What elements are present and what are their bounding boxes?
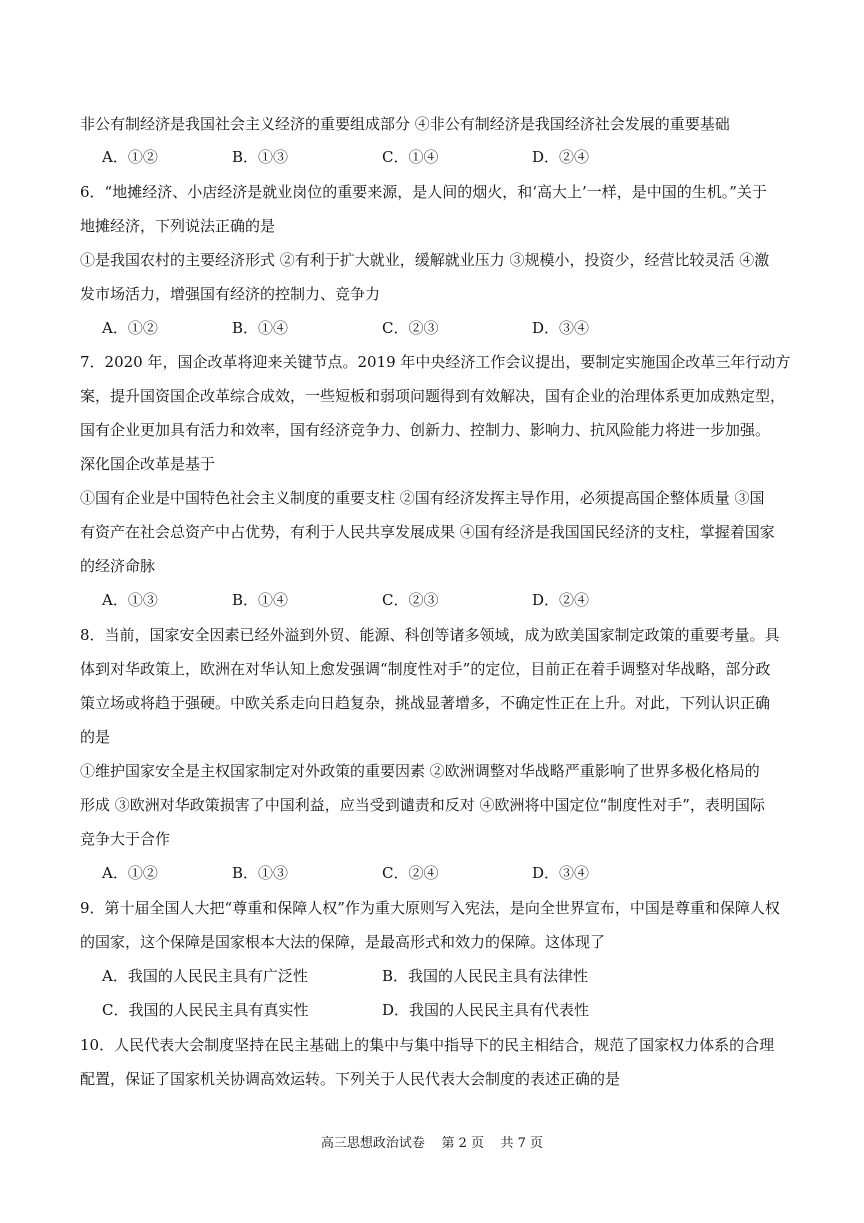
q7-statement-line: 有资产在社会总资产中占优势，有利于人民共享发展成果 ④国有经济是我国国民经济的支柱，掌握着国家 <box>80 523 775 541</box>
q7-stem-line: 7．2020 年，国企改革将迎来关键节点。2019 年中央经济工作会议提出，要制定实施国企改革三年行动方 <box>80 353 791 371</box>
q9-option-b: B．我国的人民民主具有法律性 <box>382 967 589 985</box>
q9-stem-line: 的国家，这个保障是国家根本大法的保障，是最高形式和效力的保障。这体现了 <box>80 933 606 951</box>
q8-stem-line: 8．当前，国家安全因素已经外溢到外贸、能源、科创等诸多领域，成为欧美国家制定政策的重要考量。具 <box>80 626 780 644</box>
q8-option-a: A．①② <box>102 864 158 882</box>
q6-option-a: A．①② <box>102 319 158 337</box>
q7-stem-line: 案，提升国资国企改革综合成效，一些短板和弱项问题得到有效解决，国有企业的治理体系更加成熟定型， <box>80 387 786 405</box>
q6-stem-line: 6．“地摊经济、小店经济是就业岗位的重要来源，是人间的烟火，和‘高大上’一样，是中国的生机。”关于 <box>80 183 767 201</box>
q6-option-d: D．③④ <box>532 319 590 337</box>
q9-option-a: A．我国的人民民主具有广泛性 <box>102 967 308 985</box>
page-footer: 高三思想政治试卷 第 2 页 共 7 页 <box>320 1136 544 1151</box>
q7-option-b: B．①④ <box>232 591 289 609</box>
q9-stem-line: 9．第十届全国人大把“尊重和保障人权”作为重大原则写入宪法，是向全世界宣布，中国是尊重和保障人权 <box>80 899 780 917</box>
q7-statement-line: 的经济命脉 <box>80 557 156 575</box>
q8-option-b: B．①③ <box>232 864 289 882</box>
q10-stem-line: 10．人民代表大会制度坚持在民主基础上的集中与集中指导下的民主相结合，规范了国家权力体系的合理 <box>80 1036 775 1054</box>
q7-stem-line: 深化国企改革是基于 <box>80 455 216 473</box>
q9-option-d: D．我国的人民民主具有代表性 <box>382 1001 590 1019</box>
q6-option-c: C．②③ <box>382 319 439 337</box>
q8-stem-line: 策立场或将趋于强硬。中欧关系走向日趋复杂，挑战显著增多，不确定性正在上升。对此，下列认识正确 <box>80 694 771 712</box>
q7-option-c: C．②③ <box>382 591 439 609</box>
q6-option-b: B．①④ <box>232 319 289 337</box>
q9-option-c: C．我国的人民民主具有真实性 <box>102 1001 309 1019</box>
q6-statement-line: ①是我国农村的主要经济形式 ②有利于扩大就业，缓解就业压力 ③规模小，投资少，经营比较灵活 ④激 <box>80 251 770 269</box>
q8-stem-line: 的是 <box>80 728 111 746</box>
intro-option-b: B．①③ <box>232 148 289 166</box>
intro-option-c: C．①④ <box>382 148 439 166</box>
q8-statement-line: 竞争大于合作 <box>80 830 171 848</box>
q8-option-d: D．③④ <box>532 864 590 882</box>
q8-statement-line: ①维护国家安全是主权国家制定对外政策的重要因素 ②欧洲调整对华战略严重影响了世界多极化格局的 <box>80 762 760 780</box>
intro-tail-line: 非公有制经济是我国社会主义经济的重要组成部分 ④非公有制经济是我国经济社会发展的重要基础 <box>80 115 730 133</box>
q7-stem-line: 国有企业更加具有活力和效率，国有经济竞争力、创新力、控制力、影响力、抗风险能力将进一步加强。 <box>80 421 771 439</box>
q6-statement-line: 发市场活力，增强国有经济的控制力、竞争力 <box>80 285 381 303</box>
q8-stem-line: 体到对华政策上，欧洲在对华认知上愈发强调“制度性对手”的定位，目前正在着手调整对华战略，部分政 <box>80 660 771 678</box>
intro-option-a: A．①② <box>102 148 158 166</box>
q7-option-d: D．②④ <box>532 591 590 609</box>
q7-option-a: A．①③ <box>102 591 158 609</box>
q6-stem-line: 地摊经济，下列说法正确的是 <box>80 217 276 235</box>
q8-statement-line: 形成 ③欧洲对华政策损害了中国利益，应当受到谴责和反对 ④欧洲将中国定位“制度性对手”，表明国际 <box>80 796 765 814</box>
q7-statement-line: ①国有企业是中国特色社会主义制度的重要支柱 ②国有经济发挥主导作用，必须提高国企整体质量 ③国 <box>80 489 765 507</box>
q10-stem-line: 配置，保证了国家机关协调高效运转。下列关于人民代表大会制度的表述正确的是 <box>80 1070 621 1088</box>
q8-option-c: C．②④ <box>382 864 439 882</box>
intro-option-d: D．②④ <box>532 148 590 166</box>
